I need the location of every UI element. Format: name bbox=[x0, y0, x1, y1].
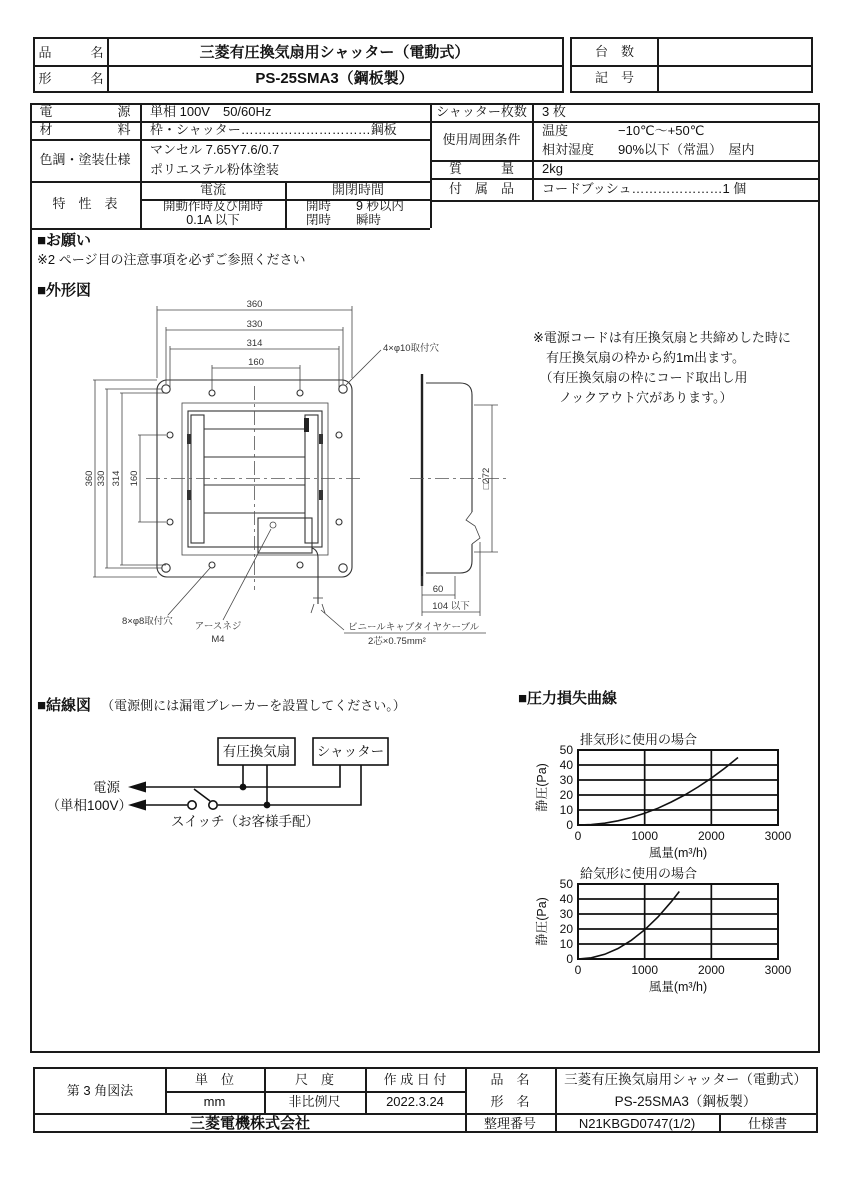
pressure-loss-curve bbox=[578, 892, 679, 960]
y-tick: 30 bbox=[559, 773, 573, 787]
time-value-line2: 閉時 瞬時 bbox=[306, 212, 382, 227]
fan-box-label: 有圧換気扇 bbox=[222, 744, 291, 759]
current-value-line2: 0.1A 以下 bbox=[186, 212, 240, 227]
time-value-line1: 開時 9 秒以内 bbox=[306, 198, 404, 213]
y-tick: 10 bbox=[559, 937, 573, 951]
side-view bbox=[410, 374, 506, 616]
x-tick: 3000 bbox=[764, 829, 792, 843]
paint-value-line1: マンセル 7.65Y7.6/0.7 bbox=[150, 141, 280, 157]
switch-label: スイッチ（お客様手配） bbox=[171, 814, 319, 829]
product-name-value: 三菱有圧換気扇用シャッター（電動式） bbox=[199, 43, 470, 61]
dim-160-top: 160 bbox=[248, 357, 264, 368]
wiring-diagram bbox=[40, 722, 460, 837]
docno-value: N21KBGD0747(1/2) bbox=[578, 1115, 696, 1131]
ambient-term1: 温度 bbox=[542, 123, 569, 139]
accessory-value: コードブッシュ…………………1 個 bbox=[542, 180, 747, 196]
power-label-1: 電源 bbox=[93, 780, 120, 795]
y-tick: 50 bbox=[559, 743, 573, 757]
pressure-loss-chart-exhaust bbox=[520, 726, 832, 862]
front-view bbox=[146, 380, 364, 613]
x-tick: 1000 bbox=[631, 829, 659, 843]
power-label: 電 源 bbox=[39, 103, 131, 119]
cable-label1: ビニールキャブタイヤケーブル bbox=[348, 622, 480, 633]
wiring-heading: ■結線図 bbox=[37, 696, 92, 714]
y-tick: 30 bbox=[559, 907, 573, 921]
outline-note-line2: 有圧換気扇の枠から約1m出ます。 bbox=[533, 350, 746, 365]
current-header: 電流 bbox=[199, 181, 226, 197]
pressure-loss-chart-supply bbox=[520, 860, 832, 996]
doc-type: 仕様書 bbox=[747, 1115, 787, 1131]
open-close-time-header: 開閉時間 bbox=[331, 181, 384, 197]
unit-label: 単 位 bbox=[194, 1071, 234, 1087]
material-value: 枠・シャッター…………………………鋼板 bbox=[150, 121, 397, 137]
outline-heading: ■外形図 bbox=[37, 281, 92, 299]
y-tick: 20 bbox=[559, 788, 573, 802]
dim-330-top: 330 bbox=[246, 319, 263, 330]
dim-square-272: □272 bbox=[481, 467, 492, 490]
symbol-label: 記 号 bbox=[594, 69, 634, 85]
outline-drawing bbox=[58, 298, 518, 650]
shutter-count-value: 3 枚 bbox=[542, 103, 566, 119]
dim-160-left: 160 bbox=[129, 470, 140, 487]
earth-screw bbox=[270, 522, 276, 528]
top-dimensions bbox=[157, 299, 352, 390]
ambient-line1 bbox=[533, 122, 820, 141]
y-tick: 50 bbox=[559, 877, 573, 891]
chart1-xlabel: 風量(m³/h) bbox=[648, 846, 708, 860]
footer-product-value: 三菱有圧換気扇用シャッター（電動式） bbox=[564, 1071, 807, 1087]
outline-note-line4: ノックアウト穴があります。） bbox=[533, 390, 733, 405]
shutter-box-label: シャッター bbox=[316, 744, 385, 759]
switch-contact-2 bbox=[209, 801, 217, 809]
current-value-line1: 開動作時及び開時 bbox=[162, 198, 263, 213]
y-tick: 10 bbox=[559, 803, 573, 817]
arrow-left-1 bbox=[128, 782, 146, 793]
ambient-term2: 相対湿度 bbox=[542, 142, 595, 158]
x-tick: 2000 bbox=[697, 963, 725, 977]
dim-330-left: 330 bbox=[96, 470, 107, 487]
wiring-note: （電源側には漏電ブレーカーを設置してください。） bbox=[101, 697, 406, 713]
paint-label: 色調・塗装仕様 bbox=[39, 151, 131, 167]
material-label: 材 料 bbox=[39, 121, 131, 137]
mass-value: 2kg bbox=[542, 160, 563, 176]
x-tick: 1000 bbox=[631, 963, 659, 977]
header-qty-table bbox=[570, 37, 813, 93]
y-tick: 0 bbox=[566, 818, 573, 832]
chart1-title: 排気形に使用の場合 bbox=[580, 732, 698, 747]
projection-method: 第 3 角図法 bbox=[66, 1082, 134, 1098]
paint-value-line2: ポリエステル粉体塗装 bbox=[150, 161, 279, 177]
pressure-loss-heading: ■圧力損失曲線 bbox=[518, 689, 618, 707]
footer-model-label: 形 名 bbox=[490, 1093, 530, 1109]
date-label: 作 成 日 付 bbox=[383, 1071, 447, 1087]
earth-screw-label1: アースネジ bbox=[194, 621, 242, 632]
company-name: 三菱電機株式会社 bbox=[189, 1114, 310, 1132]
corner-hole-callout bbox=[346, 342, 440, 385]
outline-note bbox=[533, 328, 813, 408]
dim-360-left: 360 bbox=[84, 470, 95, 487]
switch-contact-1 bbox=[188, 801, 196, 809]
y-tick: 40 bbox=[559, 758, 573, 772]
characteristics-label: 特 性 表 bbox=[52, 196, 118, 212]
cable-label2: 2芯×0.75mm² bbox=[368, 636, 426, 647]
power-label-2: （単相100V） bbox=[46, 798, 132, 813]
earth-screw-label2: M4 bbox=[211, 634, 225, 645]
ambient-label: 使用周囲条件 bbox=[442, 132, 521, 148]
accessory-label: 付 属 品 bbox=[448, 180, 514, 196]
x-tick: 0 bbox=[574, 963, 582, 977]
qty-label: 台 数 bbox=[594, 43, 634, 59]
x-tick: 2000 bbox=[697, 829, 725, 843]
y-tick: 0 bbox=[566, 952, 573, 966]
corner-holes-label: 4×φ10取付穴 bbox=[383, 343, 440, 354]
docno-label: 整理番号 bbox=[483, 1115, 536, 1131]
shutter-count-label: シャッター枚数 bbox=[436, 103, 527, 119]
chart2-title: 給気形に使用の場合 bbox=[580, 866, 698, 881]
wiring-heading-row bbox=[37, 696, 406, 716]
qty-value bbox=[657, 39, 811, 65]
outline-note-line3: （有圧換気扇の枠にコード取出し用 bbox=[533, 370, 748, 385]
model-name-value: PS-25SMA3（鋼板製） bbox=[255, 69, 414, 87]
scale-label: 尺 度 bbox=[294, 1071, 334, 1087]
footer-title-block bbox=[33, 1067, 818, 1133]
y-tick: 40 bbox=[559, 892, 573, 906]
notice-text: ※2 ページ目の注意事項を必ずご参照ください bbox=[37, 252, 306, 268]
notice-heading: ■お願い bbox=[37, 231, 92, 249]
x-tick: 0 bbox=[574, 829, 582, 843]
mass-label: 質 量 bbox=[448, 160, 514, 176]
power-cable bbox=[312, 548, 318, 604]
scale-value: 非比例尺 bbox=[288, 1093, 341, 1109]
header-title-table bbox=[33, 37, 564, 93]
motor-box bbox=[258, 518, 312, 553]
dim-depth-104: 104 以下 bbox=[432, 601, 470, 612]
ambient-val2: 90%以下（常温） 屋内 bbox=[618, 142, 755, 158]
ambient-line2 bbox=[533, 141, 820, 160]
power-value: 単相 100V 50/60Hz bbox=[150, 103, 272, 119]
symbol-value bbox=[657, 65, 811, 91]
footer-model-value: PS-25SMA3（鋼板製） bbox=[614, 1093, 757, 1109]
outline-note-line1: ※電源コードは有圧換気扇と共締めした時に bbox=[533, 330, 791, 345]
edge-holes-label: 8×φ8取付穴 bbox=[122, 616, 173, 627]
dim-314-top: 314 bbox=[246, 338, 263, 349]
date-value: 2022.3.24 bbox=[386, 1093, 444, 1109]
chart2-ylabel: 静圧(Pa) bbox=[535, 897, 549, 946]
footer-product-label: 品 名 bbox=[490, 1071, 530, 1087]
ambient-val1: −10℃～+50℃ bbox=[618, 123, 705, 139]
chart2-xlabel: 風量(m³/h) bbox=[648, 980, 708, 994]
dim-depth-60: 60 bbox=[432, 584, 444, 595]
product-name-label: 品 名 bbox=[38, 44, 104, 60]
chart1-ylabel: 静圧(Pa) bbox=[535, 763, 549, 812]
y-tick: 20 bbox=[559, 922, 573, 936]
pressure-loss-curve bbox=[578, 758, 738, 826]
dim-360-top: 360 bbox=[246, 299, 263, 310]
unit-value: mm bbox=[203, 1093, 226, 1109]
x-tick: 3000 bbox=[764, 963, 792, 977]
model-name-label: 形 名 bbox=[38, 70, 104, 86]
dim-314-left: 314 bbox=[111, 470, 122, 487]
